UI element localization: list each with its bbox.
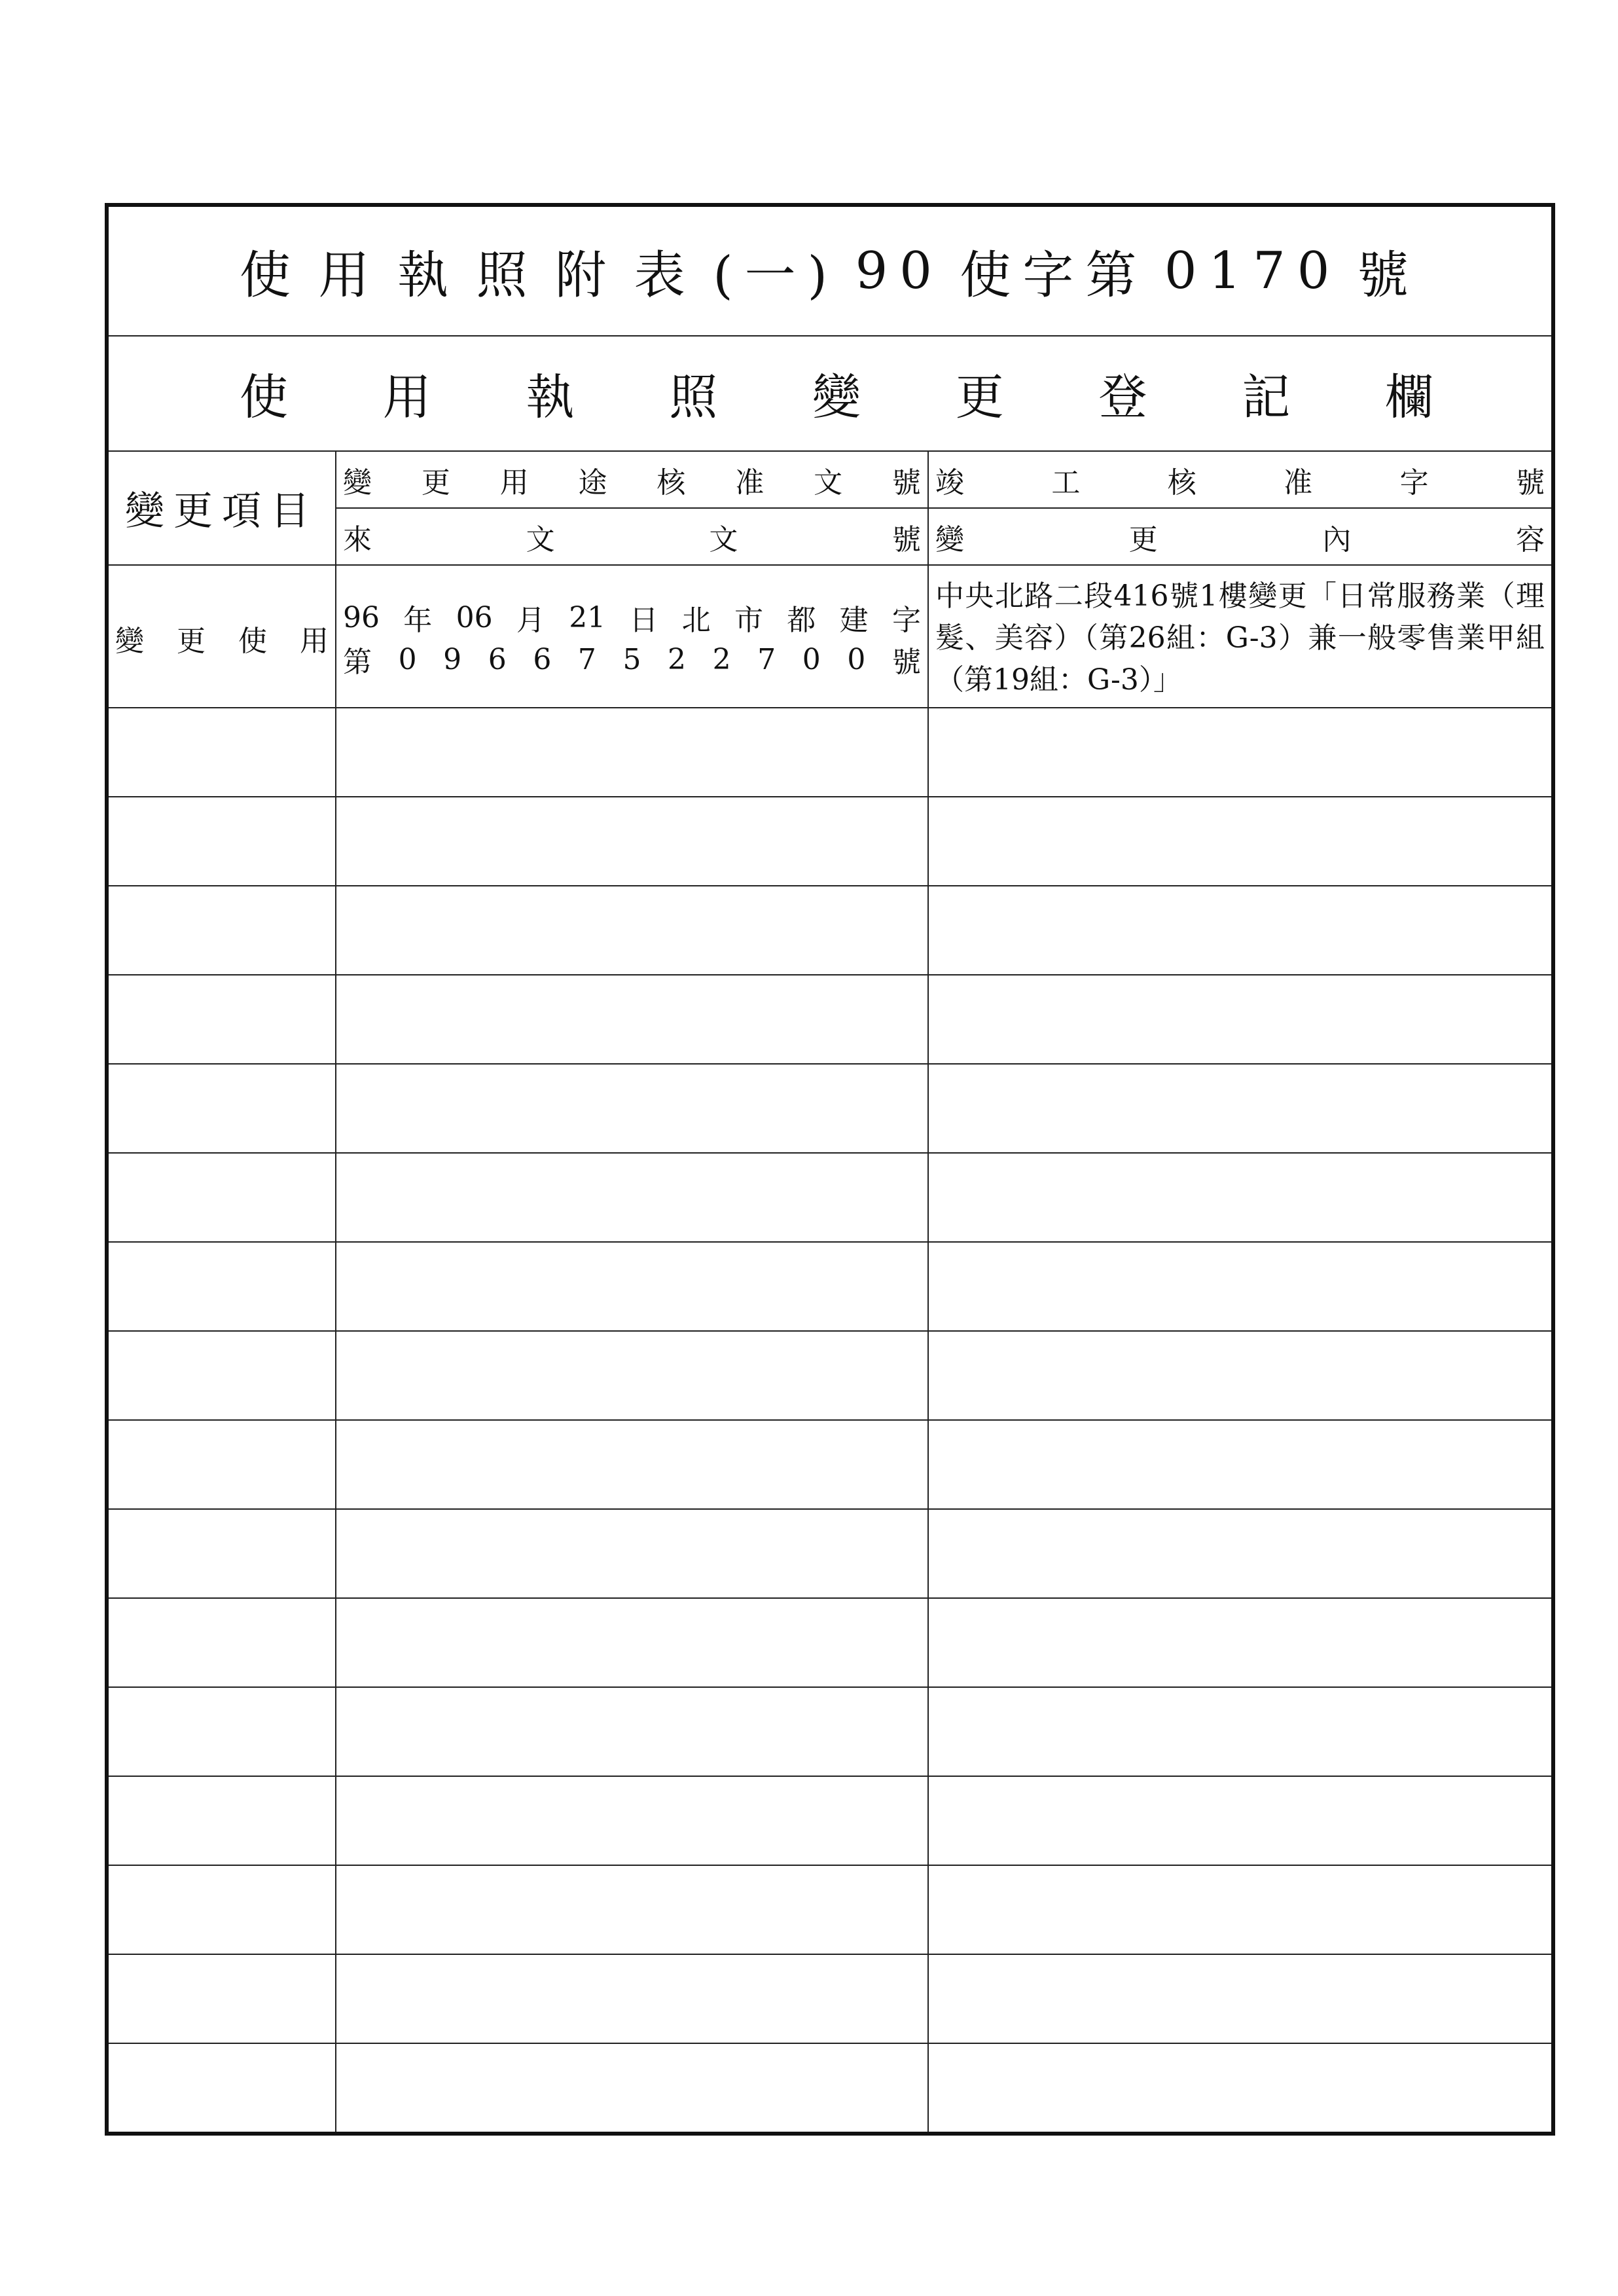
empty-cell [336,1153,928,1242]
header-change-item: 變更項目 [107,451,336,565]
title-char: 90 [855,242,944,301]
empty-cell [336,797,928,886]
entry-doc-char: 6 [488,642,507,676]
section-title-char: 變 [812,369,861,426]
entry-change-content [928,565,1553,708]
entry-doc-char: 6 [533,642,552,676]
empty-cell [336,708,928,797]
header-char: 文 [814,465,843,500]
entry-doc-char: 字 [891,604,921,637]
header-char: 更 [421,465,450,500]
empty-cell [336,1242,928,1331]
title-char: 號 [1357,246,1420,305]
header-char: 變 [935,522,964,556]
entry-doc-char: 都 [787,604,816,637]
empty-cell [928,708,1553,797]
entry-content-text: 中央北路二段416號1樓變更「日常服務業（理髮、美容）（第26組：G-3）兼一般零售業甲組（第19組：G-3）」 [935,579,1545,697]
empty-cell [336,1064,928,1153]
entry-doc-char: 建 [839,604,869,637]
header-char: 內 [1322,522,1352,556]
header-char: 用 [499,465,529,500]
entry-doc-char: 21 [569,600,606,634]
empty-cell [928,1687,1553,1776]
empty-cell [107,1865,336,1954]
empty-row [107,1687,1553,1776]
title-char: 使 [240,246,303,305]
section-title-char: 用 [382,369,431,426]
section-title-char: 照 [669,369,718,426]
empty-cell [107,1420,336,1509]
empty-cell [336,1954,928,2043]
empty-cell [336,1420,928,1509]
section-title [107,336,1553,451]
header-char: 文 [709,522,738,556]
header-char: 號 [891,465,921,500]
empty-row [107,1954,1553,2043]
empty-row [107,1865,1553,1954]
empty-cell [107,1598,336,1687]
empty-cell [107,886,336,975]
entry-doc-char: 7 [577,642,596,676]
title-char: 表 [634,246,697,305]
empty-cell [107,708,336,797]
empty-cell [336,886,928,975]
empty-cell [107,1687,336,1776]
empty-cell [928,797,1553,886]
empty-cell [336,1331,928,1420]
header-char: 變 [343,465,372,500]
empty-cell [107,2043,336,2134]
empty-cell [336,1776,928,1865]
empty-cell [336,2043,928,2134]
entry-doc-char: 7 [757,642,776,676]
entry-doc-char: 年 [403,604,433,637]
license-appendix-table [105,203,1555,2136]
entry-item-char: 更 [177,625,206,658]
empty-cell [928,1064,1553,1153]
entry-change-item [107,565,336,708]
empty-cell [336,975,928,1064]
entry-doc-char: 日 [629,604,658,637]
empty-cell [107,1954,336,2043]
entry-doc-char: 北 [681,604,711,637]
empty-cell [928,1509,1553,1598]
title-char: 用 [318,246,382,305]
header-char: 准 [1284,465,1313,500]
empty-cell [107,975,336,1064]
title-char: 使字第 [960,246,1149,305]
empty-cell [107,1242,336,1331]
empty-cell [336,1509,928,1598]
entry-doc-number [336,565,928,708]
empty-cell [928,1242,1553,1331]
empty-row [107,1242,1553,1331]
empty-cell [107,1064,336,1153]
entry-doc-char: 2 [668,642,687,676]
header-char: 核 [656,465,686,500]
title-char: (一) [713,246,840,305]
entry-doc-char: 2 [712,642,731,676]
entry-doc-char: 96 [343,600,380,634]
header-char: 竣 [935,465,964,500]
header-char: 核 [1167,465,1196,500]
section-title-char: 更 [955,369,1004,426]
empty-cell [336,1598,928,1687]
empty-cell [928,1420,1553,1509]
empty-row [107,1420,1553,1509]
empty-row [107,886,1553,975]
header-char: 准 [735,465,764,500]
empty-cell [928,1331,1553,1420]
empty-cell [928,1865,1553,1954]
header-char: 來 [343,522,372,556]
empty-cell [928,1153,1553,1242]
empty-cell [928,1776,1553,1865]
entry-item-char: 變 [115,625,144,658]
empty-cell [107,1331,336,1420]
header-char: 途 [578,465,607,500]
entry-doc-char: 0 [398,642,417,676]
empty-row [107,1776,1553,1865]
header-completion-number [928,451,1553,508]
empty-cell [107,797,336,886]
header-char: 更 [1128,522,1158,556]
empty-row [107,1331,1553,1420]
header-approval-doc-number [336,451,928,508]
empty-cell [928,1954,1553,2043]
header-char: 號 [891,522,921,556]
header-char: 工 [1051,465,1081,500]
entry-doc-char: 9 [443,642,462,676]
empty-cell [928,1598,1553,1687]
title-char: 0170 [1164,242,1342,301]
header-char: 容 [1516,522,1545,556]
empty-row [107,1598,1553,1687]
entry-item-char: 使 [238,625,267,658]
empty-cell [928,975,1553,1064]
empty-cell [107,1509,336,1598]
empty-row [107,1153,1553,1242]
form-title [107,205,1553,336]
section-title-char: 記 [1242,369,1291,426]
entry-doc-char: 0 [802,642,821,676]
header-char: 字 [1399,465,1429,500]
empty-row [107,1509,1553,1598]
entry-doc-char: 號 [891,646,921,679]
entry-doc-char: 5 [622,642,641,676]
empty-row [107,708,1553,797]
entry-doc-char: 06 [456,600,493,634]
section-title-char: 欄 [1385,369,1433,426]
empty-cell [336,1865,928,1954]
empty-cell [928,886,1553,975]
entry-doc-char: 市 [734,604,764,637]
entry-doc-char: 0 [847,642,866,676]
title-char: 照 [476,246,539,305]
header-char: 文 [526,522,555,556]
entry-doc-char: 月 [516,604,545,637]
empty-row [107,797,1553,886]
section-title-char: 使 [240,369,288,426]
empty-cell [928,2043,1553,2134]
section-title-char: 執 [526,369,575,426]
header-char: 號 [1515,465,1545,500]
title-char: 執 [397,246,461,305]
title-char: 附 [555,246,619,305]
section-title-char: 登 [1098,369,1147,426]
header-change-content [928,508,1553,565]
empty-row [107,2043,1553,2134]
header-incoming-doc-number [336,508,928,565]
entry-item-char: 用 [300,625,329,658]
empty-row [107,975,1553,1064]
empty-cell [107,1776,336,1865]
empty-cell [336,1687,928,1776]
entry-doc-char: 第 [343,646,372,679]
empty-row [107,1064,1553,1153]
empty-cell [107,1153,336,1242]
